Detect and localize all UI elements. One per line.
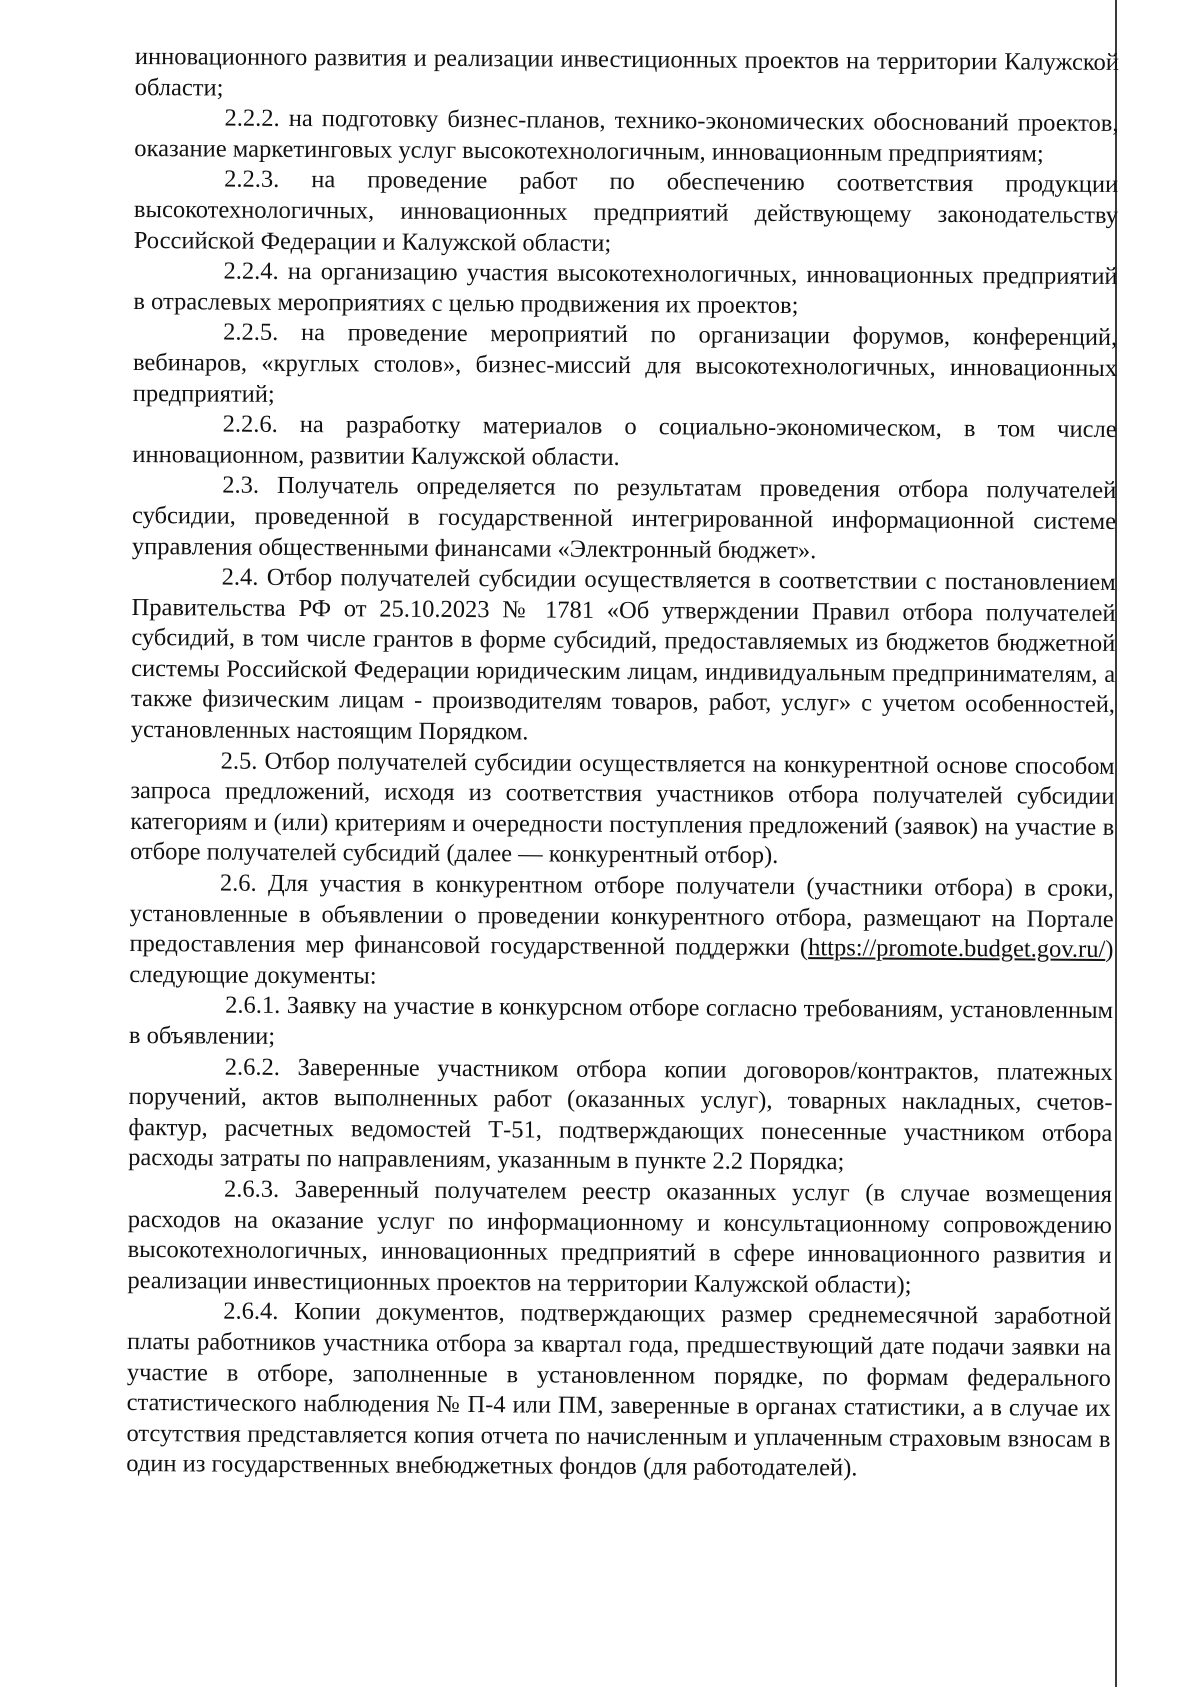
paragraph-2-5: 2.5. Отбор получателей субсидии осуществляется на конкурентной основе способом запроса предложений, исходя из соответствия участников отбора получателей субсидии категориям и (или) критериям и очередности поступления предложений (заявок) на участие в отборе получателей субсидий (далее — конкурентный отбор). <box>129 747 1115 870</box>
paragraph-2-2-6: 2.2.6. на разработку материалов о социально-экономическом, в том числе инновационном, развитии Калужской области. <box>132 410 1117 471</box>
paragraph-2-4: 2.4. Отбор получателей субсидии осуществляется в соответствии с постановлением Правительства РФ от 25.10.2023 № 1781 «Об утверждении Правил отбора получателей субсидий, в том числе грантов в форме субсидий, предоставляемых из бюджетов бюджетной системы Российской Федерации юридическим лицам, индивидуальным предпринимателям, а также физическим лицам - производителям товаров, работ, услуг» с учетом особенностей, установленных настоящим Порядком. <box>130 563 1116 746</box>
paragraph-2-6-text-after: ) следующие документы: <box>129 936 1114 990</box>
document-body <box>126 42 1119 1486</box>
paragraph-2-6-3: 2.6.3. Заверенный получателем реестр оказанных услуг (в случае возмещения расходов на оказание услуг по информационному и консультационному сопровождению высокотехнологичных, инновационных предприятий в сфере инновационного развития и реализации инвестиционных проектов на территории Калужской области); <box>127 1175 1113 1299</box>
paragraph-2-6 <box>129 868 1114 996</box>
paragraph-2-6-text-before: 2.6. Для участия в конкурентном отборе получатели (участники отбора) в сроки, установленные в объявлении о проведении конкурентного отбора, размещают на Портале предоставления мер финансовой государственной поддержки ( <box>129 869 1114 962</box>
paragraph-2-6-1: 2.6.1. Заявку на участие в конкурсном отборе согласно требованиям, установленным в объявлении; <box>128 991 1114 1050</box>
paragraph-2-2-5: 2.2.5. на проведение мероприятий по организации форумов, конференций, вебинаров, «круглых столов», бизнес-миссий для высокотехнологичных, инновационных предприятий; <box>132 318 1118 408</box>
paragraph-2-6-2: 2.6.2. Заверенные участником отбора копии договоров/контрактов, платежных поручений, актов выполненных работ (оказанных услуг), товарных накладных, счетов-фактур, расчетных ведомостей Т-51, подтверждающих понесенные участником отбора расходы затраты по направлениям, указанным в пункте 2.2 Порядка; <box>128 1053 1113 1176</box>
paragraph-2-2-2: 2.2.2. на подготовку бизнес-планов, технико-экономических обоснований проектов, оказание маркетинговых услуг высокотехнологичным, инновационным предприятиям; <box>134 104 1119 168</box>
paragraph-2-6-4: 2.6.4. Копии документов, подтверждающих размер среднемесячной заработной платы работников участника отбора за квартал года, предшествующий дате подачи заявки на участие в отборе, заполненные в установленном порядке, по формам федерального статистического наблюдения № П-4 или ПМ, заверенные в органах статистики, а в случае их отсутствия представляется копия отчета по начисленным и уплаченным страховым взносам в один из государственных внебюджетных фондов (для работодателей). <box>126 1297 1112 1482</box>
paragraph-2-2-4: 2.2.4. на организацию участия высокотехнологичных, инновационных предприятий в отраслевых мероприятиях с целью продвижения их проектов; <box>133 257 1118 319</box>
paragraph-2-2-3: 2.2.3. на проведение работ по обеспечению соответствия продукции высокотехнологичных, инновационных предприятий действующему законодательству Российской Федерации и Калужской области; <box>133 165 1119 257</box>
paragraph-2-3: 2.3. Получатель определяется по результатам проведения отбора получателей субсидии, проведенной в государственной интегрированной информационной системе управления общественными финансами «Электронный бюджет». <box>131 471 1117 564</box>
paragraph-continuation: инновационного развития и реализации инвестиционных проектов на территории Калужской области; <box>134 42 1119 102</box>
promote-budget-link[interactable]: https://promote.budget.gov.ru/ <box>808 934 1106 964</box>
